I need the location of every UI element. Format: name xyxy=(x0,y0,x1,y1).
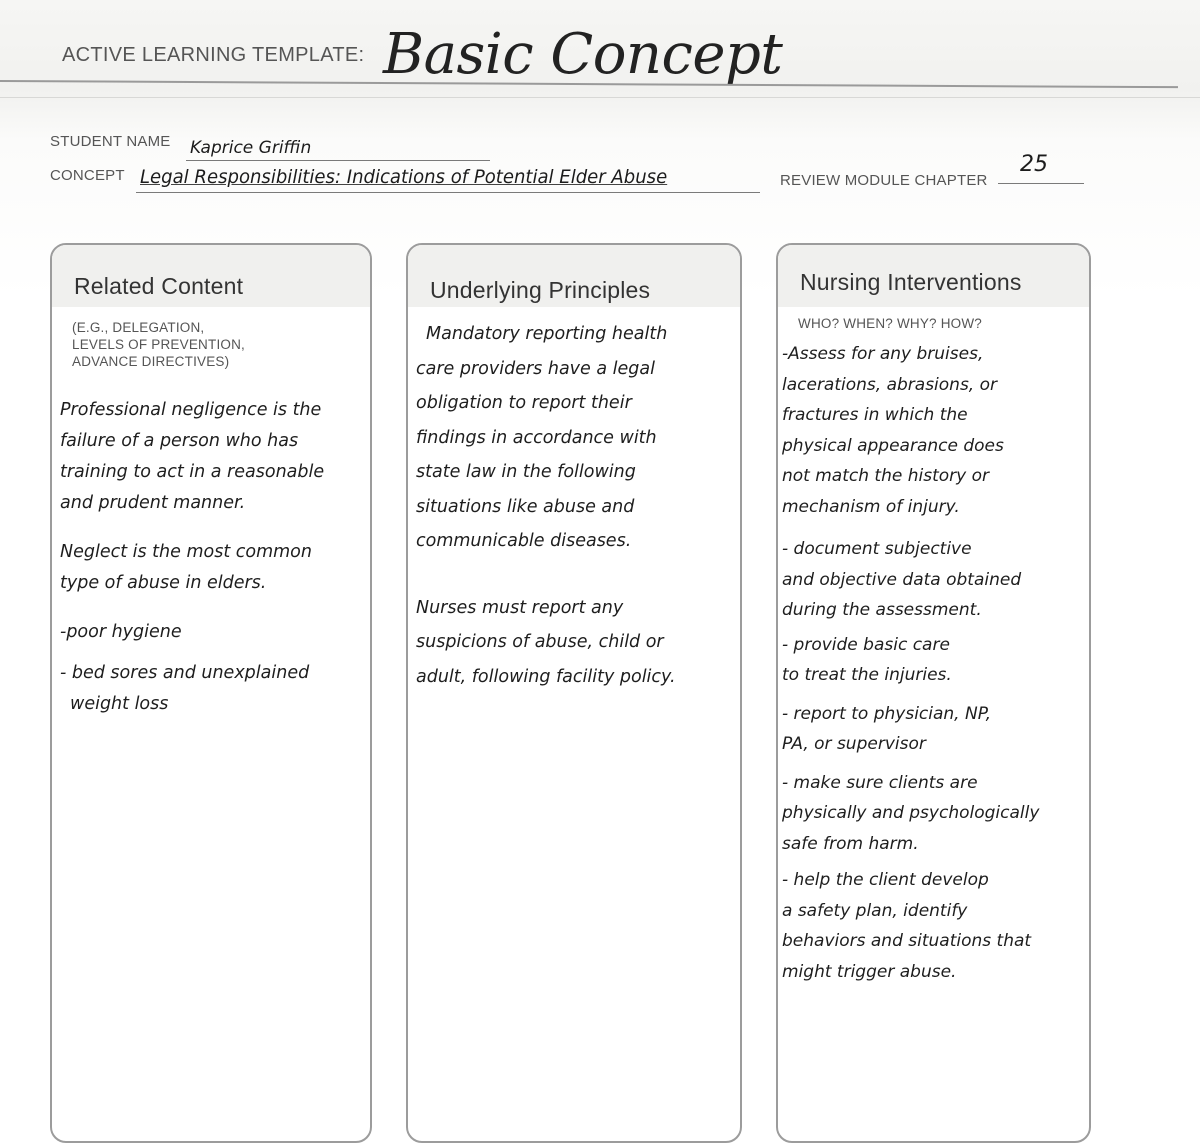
note-line: findings in accordance with xyxy=(416,427,657,448)
note-line: mechanism of injury. xyxy=(782,496,960,517)
note-line: obligation to report their xyxy=(416,393,632,413)
note-line: - help the client develop xyxy=(782,870,989,890)
underlying-principles-panel xyxy=(406,243,742,1143)
note-line: type of abuse in elders. xyxy=(60,573,267,593)
note-line: Professional negligence is the xyxy=(60,400,322,420)
concept-label: CONCEPT xyxy=(50,167,125,184)
concept-value: Legal Responsibilities: Indications of Potential Elder Abuse xyxy=(140,166,668,188)
related-content-notes xyxy=(60,395,324,720)
note-line: -poor hygiene xyxy=(60,622,182,642)
student-name-value: Kaprice Griffin xyxy=(190,138,312,158)
note-line: state law in the following xyxy=(416,462,636,482)
note-line: fractures in which the xyxy=(782,405,968,425)
note-line: during the assessment. xyxy=(782,600,982,620)
header-divider-secondary xyxy=(0,97,1200,98)
related-content-panel xyxy=(50,243,372,1143)
note-line: a safety plan, identify xyxy=(782,900,968,921)
note-line: failure of a person who has xyxy=(60,431,299,451)
note-line: communicable diseases. xyxy=(416,531,632,551)
note-line: safe from harm. xyxy=(782,833,919,854)
note-line: situations like abuse and xyxy=(416,496,635,517)
note-line: might trigger abuse. xyxy=(782,961,957,982)
concept-line xyxy=(136,192,760,193)
note-line: - document subjective xyxy=(782,539,972,559)
note-line: physically and psychologically xyxy=(782,803,1040,823)
note-line: Mandatory reporting health xyxy=(426,324,668,344)
note-line: - bed sores and unexplained xyxy=(60,663,310,683)
note-line: training to act in a reasonable xyxy=(60,462,325,482)
note-line: adult, following facility policy. xyxy=(416,666,676,687)
note-line: -Assess for any bruises, xyxy=(782,344,984,364)
note-line: Neglect is the most common xyxy=(60,542,312,562)
underlying-principles-notes xyxy=(416,317,676,694)
note-line: lacerations, abrasions, or xyxy=(782,374,998,395)
note-line: and prudent manner. xyxy=(60,493,246,513)
note-line: to treat the injuries. xyxy=(782,665,952,685)
chapter-line xyxy=(998,183,1084,184)
related-content-title: Related Content xyxy=(74,273,244,299)
note-line: Nurses must report any xyxy=(416,597,624,618)
note-line: PA, or supervisor xyxy=(782,734,926,754)
nursing-interventions-notes xyxy=(782,339,1039,987)
student-name-label: STUDENT NAME xyxy=(50,133,171,150)
related-content-hint: (E.G., DELEGATION, LEVELS OF PREVENTION, ADVANCE DIRECTIVES) xyxy=(72,320,245,369)
note-line: physical appearance does xyxy=(782,435,1004,456)
note-line: - report to physician, NP, xyxy=(782,703,992,724)
chapter-label: REVIEW MODULE CHAPTER xyxy=(780,172,988,189)
nursing-interventions-hint: WHO? WHEN? WHY? HOW? xyxy=(798,316,983,331)
nursing-interventions-title: Nursing Interventions xyxy=(800,269,1022,295)
note-line: not match the history or xyxy=(782,466,989,486)
note-line: - provide basic care xyxy=(782,634,950,655)
note-line: and objective data obtained xyxy=(782,569,1022,590)
note-line: weight loss xyxy=(70,694,169,714)
student-name-line xyxy=(186,160,490,161)
note-line: behaviors and situations that xyxy=(782,931,1032,951)
note-line: suspicions of abuse, child or xyxy=(416,632,664,652)
note-line: care providers have a legal xyxy=(416,358,655,379)
nursing-interventions-panel xyxy=(776,243,1091,1143)
chapter-value: 25 xyxy=(1020,152,1048,177)
underlying-principles-title: Underlying Principles xyxy=(430,277,651,303)
page-title: Basic Concept xyxy=(383,22,783,87)
template-label: ACTIVE LEARNING TEMPLATE: xyxy=(62,44,365,66)
note-line: - make sure clients are xyxy=(782,772,978,793)
